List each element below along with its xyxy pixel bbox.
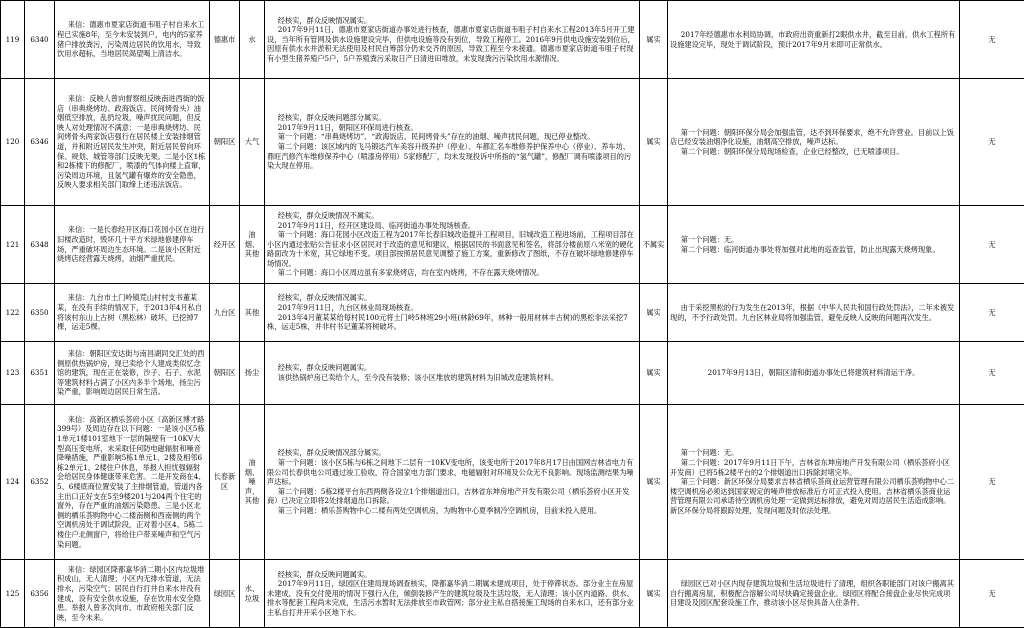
- table-row: [1, 284, 1024, 342]
- finding-line: 第一个问题：海口花园小区改造工程为2017年长春旧城改造提升工程项目，旧城改造工程进场前，工程项目部在小区内通过张贴公告征求小区居民对于改造的意见和建议，根据居民的书面意见和签名，将部分楼前原八米宽的硬化路面改为十米宽，其它绿地不变。项目部按照居民意见调整了施工方案，重新修改了图纸，不存在破坏绿地修建停车场情况。: [267, 230, 637, 268]
- accountability-cell: 无: [960, 342, 1024, 405]
- findings-cell: [265, 1, 640, 79]
- findings-cell: [265, 206, 640, 284]
- district-cell: 德惠市: [210, 1, 240, 79]
- table-row: [1, 342, 1024, 405]
- finding-line: 2013年4月董某某给每村民100元将土门岭5林班29小班(林龄69年，林种一般用材林丰古树)的黑松非法采挖7株，运走5株，并非村书记董某将树破坏。: [267, 313, 637, 332]
- handling-line: 第二个问题：临河街道办事处将加强对此地的巡查监管，防止出现露天烧烤现象。: [670, 245, 957, 255]
- table-row: [1, 1, 1024, 79]
- findings-cell: [265, 79, 640, 206]
- handling-cell: [668, 79, 960, 206]
- complaint-text: 来信：高新区栖乐荟府小区（高新区博才路399号）及周边存在以下问题：一是该小区5栋1单元1楼101室地下一层的隔壁有一10KV大型高压变电所，未采取任何防电磁辐射和噪音降噪措施，严重影响5栋1单元1、2楼及相邻6栋2单元1、2楼住户休息，举报人担忧强辐射会给居民身体健康带来危害。二是开发商在4、5、6楼底商位置安装了主排烟管道，管道内各主出口正好支在5至9楼201与204两个住宅的窗外，存在严重的油烟污染隐患。三是小区北侧的栖乐荟购物中心二楼南侧和西南侧的两个空调机房处于调试阶段，正对着小区4、5栋二楼住户北侧窗户，将给住户带来噪声和空气污染问题。: [57, 415, 207, 549]
- finding-line: 2017年9月11日，绿园区住建局现场调查核实，降都嘉华消二期属未建成项目，处于停滞状态。部分业主在房屋未建成，没有交付使用的情况下强行入住，倾倒装修产生的建筑垃圾及生活垃圾，无人清理；该小区内道路、供水、排水等配套工程尚未完成，生活污水暂时无法排放至市政管网；部分业主私自搭接施工现场的自来水口，还有部分业主私自打井开采小区地下水。: [267, 579, 637, 617]
- handling-cell: [668, 405, 960, 560]
- handling-line: 由于采挖黑松的行为发生在2013年，根据《中华人民共和国行政处罚法》，二年未被发现的，不予行政处罚。九台区林业局将加强监管，避免反映人反映的问题再次发生。: [670, 303, 957, 322]
- row-seq: 119: [1, 1, 25, 79]
- verdict-cell: 属实: [640, 1, 668, 79]
- handling-line: 绿园区已对小区内现存建筑垃圾和生活垃圾进行了清理，组织各职能部门对该户搬离其自行搬离房屋，积极配合溶解公司尽快确定接盘企业。绿园区将配合接盘企业尽快完成项目建设及园区配套设施工作，推动该小区尽快具备入住条件。: [670, 579, 957, 608]
- handling-cell: [668, 1, 960, 79]
- verdict-cell: 不属实: [640, 206, 668, 284]
- handling-line: 第一个问题：无。: [670, 448, 957, 458]
- findings-cell: [265, 342, 640, 405]
- finding-line: 经核实，群众反映问题属实。: [267, 363, 637, 373]
- table-row: [1, 79, 1024, 206]
- category-cell: 扬尘: [240, 342, 265, 405]
- category-cell: 大气: [240, 79, 265, 206]
- row-id: 6356: [25, 560, 55, 628]
- finding-line: 2017年9月11日，德惠市夏家店街道办事处进行核查，德惠市夏家店街道韦咀子村自来水工程2013年5月开工建设，当年所有管网及供水设施建设完毕，但供电设施等没有到位，导致工程停工。2016年9月供电设施安装到位后，因原有供水水井淤积无法使用及村民自筹部分仍未交齐的原因，导致工程至今未接通。德惠市夏家店街道韦咀子村现有小型生猪养殖户5户，5户养殖粪污采取日产日清进田堆放，未发现粪污污染饮用水源情况。: [267, 25, 637, 63]
- complaint-text: 来信：朝阳区安达街与南昌湖同交汇处的西侧原供热锅炉房，现已卖给个人建成类似忆念馆的建筑，现在正在装修，沙子、石子、水泥等建筑材料占满了小区内多半个场地，扬尘污染严重，影响周边居民日常生活。: [57, 349, 207, 397]
- complaint-cell: [55, 342, 210, 405]
- category-cell: 油烟、其他: [240, 206, 265, 284]
- findings-cell: [265, 560, 640, 628]
- row-seq: 123: [1, 342, 25, 405]
- row-seq: 121: [1, 206, 25, 284]
- category-cell: 油烟、噪声、其他: [240, 405, 265, 560]
- complaint-cell: [55, 79, 210, 206]
- complaint-text: 来信：九台市土门岭镇荒山村村支书董某某，在没有手续的情况下，于2013年4月私自将该村东山上古树（黑松林）破坏，已挖掉7棵，运走5棵。: [57, 293, 207, 331]
- complaint-text: 来信：绿园区降都嘉华消二期小区内垃圾堆积成山，无人清理；小区内无排水管道，无法排水，污染空气；居民自行打井自来水井没有建成，设有安全供水设施，存在饮用水安全隐患。举报人曾多次向市、市政府相关部门反映，至今未来。: [57, 565, 207, 623]
- table-row: [1, 405, 1024, 560]
- handling-line: 第一个问题：朝阳环保分局会加强监管，达不到环保要求，绝不允许营业。目前以上饭店已经安装油烟净化设施，油烟高空排放，噪声达标。: [670, 128, 957, 147]
- district-cell: 朝阳区: [210, 79, 240, 206]
- handling-line: 第三个问题：新区环保分局要求吉林省栖乐荟商业运营管理有限公司栖乐荟购物中心二楼空调机房必须达到国家规定的噪声排放标准后方可正式投入使用。吉林省栖乐荟商业运营管理有限公司承诺待空调机房处理一定做到达标排放，避免对周边居民生活造成影响。新区环保分局将跟踪处理，发现问题及时依法处理。: [670, 477, 957, 515]
- finding-line: 第一个问题：“串典烧烤坊”、“政海饭店、民间烤骨头”存在的油烟、噪声扰民问题，现已停业整改。: [267, 132, 637, 142]
- district-cell: 绿园区: [210, 560, 240, 628]
- handling-line: 第一个问题：无。: [670, 235, 957, 245]
- handling-line: 第二个问题：2017年9月11日下午，吉林省东坤房地产开发有限公司（栖乐荟府小区开发商）已将5栋2楼平台的2个排烟道出口拆除封堵完毕。: [670, 458, 957, 477]
- accountability-cell: 无: [960, 206, 1024, 284]
- finding-line: 经核实，群众反映问题部分属实。: [267, 113, 637, 123]
- accountability-cell: 无: [960, 405, 1024, 560]
- category-cell: 其他: [240, 284, 265, 342]
- finding-line: 2017年9月11日，九台区林业局现场核查。: [267, 303, 637, 313]
- complaint-text: 来信：一是长春经开区海口花园小区在进行旧楼改造时，毁坏几十平方米绿地修建停车场，严重破坏周边生态环境。二是该小区附近烧烤店经营露天烧烤，油烟严重扰民。: [57, 225, 207, 263]
- finding-line: 经核实，群众反映情况属实。: [267, 293, 637, 303]
- complaint-text: 来信：德惠市夏家店街道韦咀子村自来水工程已实施8年，至今未安装到户，电内的5家养猪户排放粪污，污染周边居民的饮用水，导致饮用水超标，当地居民渴望喝上清洁水。: [57, 20, 207, 58]
- complaint-cell: [55, 206, 210, 284]
- complaint-cell: [55, 284, 210, 342]
- complaint-cell: [55, 405, 210, 560]
- row-id: 6350: [25, 284, 55, 342]
- handling-cell: [668, 284, 960, 342]
- findings-cell: [265, 405, 640, 560]
- table-row: [1, 206, 1024, 284]
- row-seq: 122: [1, 284, 25, 342]
- finding-line: 第三个问题：栖乐荟购物中心二楼有两处空调机房，为购物中心夏季制冷空调机房，目前未投入使用。: [267, 506, 637, 516]
- finding-line: 第二个问题：该区域内的飞马锻达汽车美容升级养护（停业）、车都汇名车维修养护保养中心（停业）、养车坊、鼎旺汽修汽车维修保养中心（喷漆房停用）5家修配厂，均未发现投诉中所指的“氢气罐”，修配厂调有喷漆项目的污染大现在停用。: [267, 142, 637, 171]
- row-id: 6348: [25, 206, 55, 284]
- category-cell: 水: [240, 1, 265, 79]
- district-cell: 长春新区: [210, 405, 240, 560]
- district-cell: 经开区: [210, 206, 240, 284]
- accountability-cell: 无: [960, 284, 1024, 342]
- category-cell: 水、垃圾: [240, 560, 265, 628]
- complaint-cell: [55, 560, 210, 628]
- findings-cell: [265, 284, 640, 342]
- finding-line: 2017年9月11日，经开区建设局、临河街道办事处现场核查。: [267, 221, 637, 231]
- verdict-cell: 属实: [640, 405, 668, 560]
- accountability-cell: 无: [960, 79, 1024, 206]
- finding-line: 该供热锅炉房已卖给个人，至今没有装修；该小区堆放的建筑材料为旧城改造建筑材料。: [267, 373, 637, 383]
- handling-cell: [668, 342, 960, 405]
- complaint-cell: [55, 1, 210, 79]
- finding-line: 2017年9月11日，朝阳区环保局进行核查。: [267, 123, 637, 133]
- complaint-text: 来信：反映人曾向督察组反映南进西街的饭店（串典烧烤坊、政海饭店、民间烤骨头）油烟低空排放，乱扔垃圾，噪声扰民问题，但反映人对处理情况不满意：一是串典烧烤坊、民间烤骨头两家饭店强行在居民楼上安装排烟管道，并和附近居民发生冲突，附近居民曾向环保、规划、城管等部门反映无果。二是小区1栋和2栋楼下的修配厂，喷漆的气体向楼上直窜，污染周边环境，且氢气罐有爆炸的安全隐患，反映人要求相关部门取缔上述违法饭店。: [57, 94, 207, 190]
- row-seq: 125: [1, 560, 25, 628]
- finding-line: 第二个问题：5栋2楼平台东西两侧各设立1个排烟道出口，吉林省东坤房地产开发有限公司（栖乐荟府小区开发商）已决定立即将2处排烟道出口拆除。: [267, 487, 637, 506]
- handling-cell: [668, 560, 960, 628]
- handling-line: 第二个问题：朝阳环保分局现场检查，企业已经整改，已无喷漆项目。: [670, 147, 957, 157]
- row-seq: 120: [1, 79, 25, 206]
- verdict-cell: 属实: [640, 79, 668, 206]
- row-id: 6346: [25, 79, 55, 206]
- finding-line: 经核实，群众反映情况部分属实。: [267, 448, 637, 458]
- district-cell: 九台区: [210, 284, 240, 342]
- row-seq: 124: [1, 405, 25, 560]
- handling-line: 2017年9月13日，朝阳区清和街道办事处已将建筑材料清运干净。: [670, 368, 957, 378]
- table-row: [1, 560, 1024, 628]
- verdict-cell: 属实: [640, 342, 668, 405]
- finding-line: 第二个问题：海口小区周边虽有多家烧烤店，均在室内烧烤，不存在露天烧烤情况。: [267, 268, 637, 278]
- district-cell: 朝阳区: [210, 342, 240, 405]
- accountability-cell: 无: [960, 1, 1024, 79]
- handling-line: 2017年经德惠市水利局协调，市政府出资重新打2眼供水井，截至目前，供水工程所有设施建设完毕，现处于调试阶段，预计2017年9月末即可正常供水。: [670, 30, 957, 49]
- handling-cell: [668, 206, 960, 284]
- row-id: 6352: [25, 405, 55, 560]
- finding-line: 经核实，群众反映情况属实。: [267, 16, 637, 26]
- verdict-cell: 属实: [640, 560, 668, 628]
- finding-line: 经核实，群众反映问题属实。: [267, 570, 637, 580]
- row-id: 6340: [25, 1, 55, 79]
- finding-line: 第一个问题：该小区5栋与6栋之间地下二层有一10KV变电所，该变电所于2017年8月17日由国网吉林省电力有限公司长春供电公司通过竣工验收，符合国家电力部门要求，电磁辐射对环境及公众无不良影响。现场监测结果为噪声达标。: [267, 458, 637, 487]
- accountability-cell: 无: [960, 560, 1024, 628]
- verdict-cell: 属实: [640, 284, 668, 342]
- row-id: 6351: [25, 342, 55, 405]
- finding-line: 经核实，群众反映情况不属实。: [267, 211, 637, 221]
